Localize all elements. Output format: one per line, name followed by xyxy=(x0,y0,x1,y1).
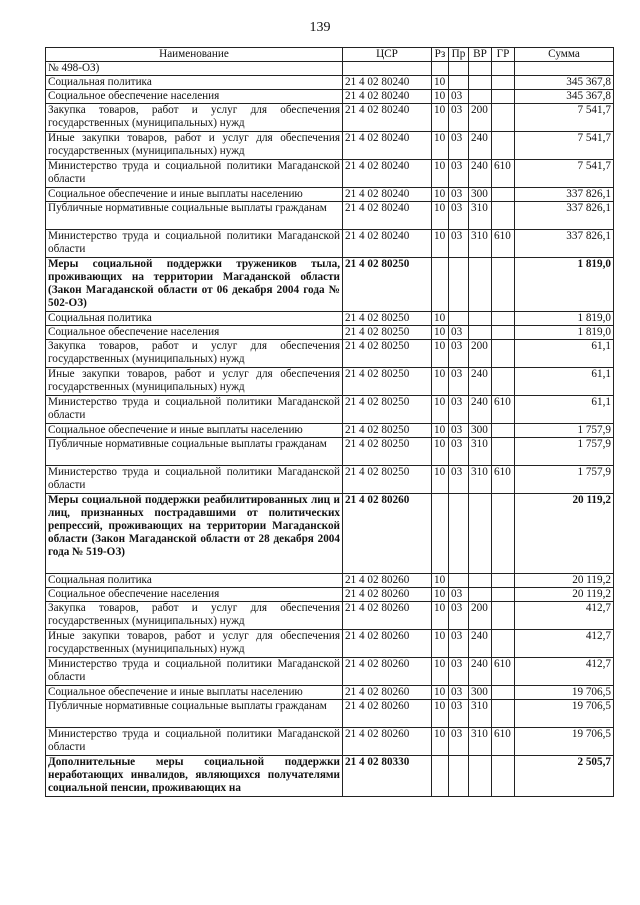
table-row xyxy=(46,438,614,466)
cell-name: Публичные нормативные социальные выплаты гражданам xyxy=(46,700,343,728)
cell-sum: 20 119,2 xyxy=(515,588,614,602)
cell-csr: 21 4 02 80260 xyxy=(343,574,432,588)
cell-csr: 21 4 02 80260 xyxy=(343,728,432,756)
table-row xyxy=(46,658,614,686)
cell-vr xyxy=(469,588,492,602)
table-row xyxy=(46,202,614,230)
cell-gr xyxy=(492,602,515,630)
cell-rz xyxy=(432,62,449,76)
cell-sum: 61,1 xyxy=(515,340,614,368)
table-row xyxy=(46,312,614,326)
header-sum: Сумма xyxy=(515,48,614,62)
table-row xyxy=(46,756,614,797)
cell-csr: 21 4 02 80260 xyxy=(343,700,432,728)
cell-rz: 10 xyxy=(432,728,449,756)
cell-csr: 21 4 02 80260 xyxy=(343,658,432,686)
cell-vr: 240 xyxy=(469,396,492,424)
cell-gr xyxy=(492,326,515,340)
cell-csr: 21 4 02 80250 xyxy=(343,258,432,312)
cell-rz: 10 xyxy=(432,312,449,326)
cell-sum: 345 367,8 xyxy=(515,76,614,90)
cell-csr: 21 4 02 80260 xyxy=(343,602,432,630)
cell-pr: 03 xyxy=(449,132,469,160)
cell-gr xyxy=(492,62,515,76)
cell-pr: 03 xyxy=(449,438,469,466)
cell-pr: 03 xyxy=(449,630,469,658)
cell-pr xyxy=(449,494,469,574)
cell-csr: 21 4 02 80260 xyxy=(343,588,432,602)
table-row xyxy=(46,494,614,574)
cell-sum: 337 826,1 xyxy=(515,230,614,258)
cell-name: Социальное обеспечение и иные выплаты населению xyxy=(46,424,343,438)
cell-pr: 03 xyxy=(449,424,469,438)
page-number: 139 xyxy=(309,20,331,35)
table-row xyxy=(46,588,614,602)
cell-name: Закупка товаров, работ и услуг для обеспечения государственных (муниципальных) нужд xyxy=(46,602,343,630)
cell-rz: 10 xyxy=(432,396,449,424)
cell-sum: 412,7 xyxy=(515,630,614,658)
cell-csr: 21 4 02 80250 xyxy=(343,312,432,326)
cell-vr: 310 xyxy=(469,466,492,494)
cell-csr: 21 4 02 80240 xyxy=(343,188,432,202)
cell-sum: 1 819,0 xyxy=(515,326,614,340)
cell-rz: 10 xyxy=(432,438,449,466)
cell-name: Министерство труда и социальной политики Магаданской области xyxy=(46,466,343,494)
header-pr: Пр xyxy=(449,48,469,62)
cell-vr xyxy=(469,312,492,326)
cell-gr xyxy=(492,424,515,438)
cell-name: Социальное обеспечение и иные выплаты населению xyxy=(46,686,343,700)
table-row xyxy=(46,104,614,132)
cell-sum: 20 119,2 xyxy=(515,494,614,574)
cell-rz xyxy=(432,258,449,312)
cell-sum: 7 541,7 xyxy=(515,104,614,132)
cell-gr: 610 xyxy=(492,466,515,494)
cell-sum: 19 706,5 xyxy=(515,700,614,728)
cell-pr: 03 xyxy=(449,90,469,104)
cell-sum: 1 757,9 xyxy=(515,438,614,466)
cell-csr xyxy=(343,62,432,76)
cell-sum: 412,7 xyxy=(515,658,614,686)
cell-vr: 310 xyxy=(469,230,492,258)
table-row xyxy=(46,340,614,368)
cell-vr: 240 xyxy=(469,132,492,160)
table-row xyxy=(46,630,614,658)
cell-pr xyxy=(449,756,469,797)
cell-name: Меры социальной поддержки реабилитированных лиц и лиц, признанных пострадавшими от политических репрессий, проживающих на территории Магаданской области (Закон Магаданской области от 28 декабря 2004 года № 519-ОЗ) xyxy=(46,494,343,574)
cell-gr xyxy=(492,686,515,700)
cell-rz: 10 xyxy=(432,574,449,588)
cell-vr: 310 xyxy=(469,728,492,756)
table-row xyxy=(46,76,614,90)
cell-csr: 21 4 02 80250 xyxy=(343,396,432,424)
cell-rz: 10 xyxy=(432,76,449,90)
cell-rz: 10 xyxy=(432,700,449,728)
cell-rz: 10 xyxy=(432,588,449,602)
table-row xyxy=(46,90,614,104)
cell-sum: 1 819,0 xyxy=(515,258,614,312)
cell-csr: 21 4 02 80260 xyxy=(343,630,432,658)
cell-sum: 7 541,7 xyxy=(515,160,614,188)
cell-vr: 240 xyxy=(469,160,492,188)
cell-vr: 310 xyxy=(469,700,492,728)
cell-sum: 1 819,0 xyxy=(515,312,614,326)
cell-rz: 10 xyxy=(432,340,449,368)
cell-gr xyxy=(492,438,515,466)
cell-pr: 03 xyxy=(449,466,469,494)
cell-gr xyxy=(492,574,515,588)
table-row xyxy=(46,326,614,340)
cell-gr xyxy=(492,202,515,230)
cell-csr: 21 4 02 80240 xyxy=(343,76,432,90)
table-row xyxy=(46,396,614,424)
cell-gr xyxy=(492,188,515,202)
cell-rz: 10 xyxy=(432,202,449,230)
cell-csr: 21 4 02 80330 xyxy=(343,756,432,797)
cell-name: № 498-ОЗ) xyxy=(46,62,343,76)
cell-pr: 03 xyxy=(449,368,469,396)
cell-vr xyxy=(469,76,492,90)
table-row xyxy=(46,160,614,188)
cell-pr xyxy=(449,258,469,312)
table-row xyxy=(46,574,614,588)
cell-csr: 21 4 02 80250 xyxy=(343,368,432,396)
cell-pr: 03 xyxy=(449,230,469,258)
cell-rz: 10 xyxy=(432,630,449,658)
cell-pr: 03 xyxy=(449,602,469,630)
cell-name: Социальная политика xyxy=(46,574,343,588)
cell-gr xyxy=(492,368,515,396)
cell-name: Социальное обеспечение населения xyxy=(46,90,343,104)
cell-sum xyxy=(515,62,614,76)
cell-vr: 310 xyxy=(469,438,492,466)
cell-sum: 19 706,5 xyxy=(515,686,614,700)
header-rz: Рз xyxy=(432,48,449,62)
cell-name: Социальное обеспечение и иные выплаты населению xyxy=(46,188,343,202)
cell-vr xyxy=(469,258,492,312)
cell-pr: 03 xyxy=(449,104,469,132)
cell-gr xyxy=(492,258,515,312)
table-row xyxy=(46,728,614,756)
cell-csr: 21 4 02 80240 xyxy=(343,160,432,188)
cell-gr xyxy=(492,104,515,132)
cell-csr: 21 4 02 80240 xyxy=(343,202,432,230)
cell-csr: 21 4 02 80260 xyxy=(343,686,432,700)
cell-rz: 10 xyxy=(432,132,449,160)
cell-vr: 300 xyxy=(469,686,492,700)
cell-rz: 10 xyxy=(432,90,449,104)
cell-pr: 03 xyxy=(449,202,469,230)
cell-name: Иные закупки товаров, работ и услуг для обеспечения государственных (муниципальных) нужд xyxy=(46,368,343,396)
cell-rz: 10 xyxy=(432,104,449,132)
cell-vr xyxy=(469,756,492,797)
cell-name: Закупка товаров, работ и услуг для обеспечения государственных (муниципальных) нужд xyxy=(46,340,343,368)
cell-csr: 21 4 02 80240 xyxy=(343,104,432,132)
cell-gr: 610 xyxy=(492,396,515,424)
cell-gr: 610 xyxy=(492,160,515,188)
cell-pr xyxy=(449,574,469,588)
cell-vr xyxy=(469,494,492,574)
cell-name: Министерство труда и социальной политики Магаданской области xyxy=(46,728,343,756)
cell-name: Министерство труда и социальной политики Магаданской области xyxy=(46,396,343,424)
cell-gr xyxy=(492,90,515,104)
cell-sum: 61,1 xyxy=(515,396,614,424)
cell-vr: 240 xyxy=(469,658,492,686)
cell-vr: 240 xyxy=(469,630,492,658)
cell-sum: 61,1 xyxy=(515,368,614,396)
cell-rz: 10 xyxy=(432,160,449,188)
cell-rz xyxy=(432,494,449,574)
table-body xyxy=(46,62,614,797)
cell-rz: 10 xyxy=(432,188,449,202)
cell-gr: 610 xyxy=(492,658,515,686)
cell-vr: 200 xyxy=(469,340,492,368)
cell-vr xyxy=(469,90,492,104)
cell-gr: 610 xyxy=(492,728,515,756)
cell-gr: 610 xyxy=(492,230,515,258)
cell-name: Иные закупки товаров, работ и услуг для обеспечения государственных (муниципальных) нужд xyxy=(46,132,343,160)
cell-name: Министерство труда и социальной политики Магаданской области xyxy=(46,230,343,258)
cell-sum: 337 826,1 xyxy=(515,188,614,202)
cell-gr xyxy=(492,588,515,602)
cell-sum: 7 541,7 xyxy=(515,132,614,160)
cell-rz: 10 xyxy=(432,602,449,630)
cell-name: Публичные нормативные социальные выплаты гражданам xyxy=(46,438,343,466)
cell-gr xyxy=(492,312,515,326)
cell-gr xyxy=(492,76,515,90)
cell-name: Дополнительные меры социальной поддержки неработающих инвалидов, являющихся получателями социальной пенсии, проживающих на xyxy=(46,756,343,797)
cell-name: Закупка товаров, работ и услуг для обеспечения государственных (муниципальных) нужд xyxy=(46,104,343,132)
cell-pr: 03 xyxy=(449,728,469,756)
cell-vr: 300 xyxy=(469,424,492,438)
cell-pr: 03 xyxy=(449,188,469,202)
cell-vr: 240 xyxy=(469,368,492,396)
budget-table xyxy=(45,47,614,797)
cell-name: Меры социальной поддержки тружеников тыла, проживающих на территории Магаданской области (Закон Магаданской области от 06 декабря 2004 года № 502-ОЗ) xyxy=(46,258,343,312)
cell-pr: 03 xyxy=(449,588,469,602)
cell-gr xyxy=(492,700,515,728)
table-row xyxy=(46,686,614,700)
cell-rz: 10 xyxy=(432,686,449,700)
cell-pr: 03 xyxy=(449,658,469,686)
cell-pr: 03 xyxy=(449,340,469,368)
table-row xyxy=(46,132,614,160)
cell-pr: 03 xyxy=(449,700,469,728)
cell-rz: 10 xyxy=(432,466,449,494)
cell-sum: 20 119,2 xyxy=(515,574,614,588)
cell-vr: 300 xyxy=(469,188,492,202)
cell-gr xyxy=(492,756,515,797)
cell-pr: 03 xyxy=(449,396,469,424)
header-vr: ВР xyxy=(469,48,492,62)
table-row xyxy=(46,466,614,494)
cell-csr: 21 4 02 80240 xyxy=(343,132,432,160)
cell-name: Публичные нормативные социальные выплаты гражданам xyxy=(46,202,343,230)
cell-pr xyxy=(449,62,469,76)
cell-name: Иные закупки товаров, работ и услуг для обеспечения государственных (муниципальных) нужд xyxy=(46,630,343,658)
cell-vr xyxy=(469,326,492,340)
cell-vr xyxy=(469,574,492,588)
cell-gr xyxy=(492,132,515,160)
cell-csr: 21 4 02 80250 xyxy=(343,424,432,438)
cell-csr: 21 4 02 80250 xyxy=(343,438,432,466)
cell-pr xyxy=(449,312,469,326)
cell-pr: 03 xyxy=(449,326,469,340)
cell-csr: 21 4 02 80240 xyxy=(343,90,432,104)
cell-name: Министерство труда и социальной политики Магаданской области xyxy=(46,160,343,188)
table-row xyxy=(46,700,614,728)
cell-csr: 21 4 02 80250 xyxy=(343,340,432,368)
cell-csr: 21 4 02 80250 xyxy=(343,326,432,340)
table-row xyxy=(46,368,614,396)
cell-csr: 21 4 02 80250 xyxy=(343,466,432,494)
cell-gr xyxy=(492,340,515,368)
cell-name: Социальное обеспечение населения xyxy=(46,326,343,340)
cell-sum: 1 757,9 xyxy=(515,466,614,494)
cell-gr xyxy=(492,494,515,574)
table-row xyxy=(46,188,614,202)
cell-rz: 10 xyxy=(432,230,449,258)
cell-rz xyxy=(432,756,449,797)
cell-rz: 10 xyxy=(432,368,449,396)
cell-sum: 19 706,5 xyxy=(515,728,614,756)
header-name: Наименование xyxy=(46,48,343,62)
cell-pr: 03 xyxy=(449,160,469,188)
cell-sum: 337 826,1 xyxy=(515,202,614,230)
table-row xyxy=(46,62,614,76)
cell-vr: 200 xyxy=(469,104,492,132)
table-row xyxy=(46,424,614,438)
cell-csr: 21 4 02 80240 xyxy=(343,230,432,258)
cell-name: Социальная политика xyxy=(46,76,343,90)
cell-name: Социальное обеспечение населения xyxy=(46,588,343,602)
cell-sum: 345 367,8 xyxy=(515,90,614,104)
header-gr: ГР xyxy=(492,48,515,62)
cell-rz: 10 xyxy=(432,424,449,438)
cell-vr: 200 xyxy=(469,602,492,630)
cell-gr xyxy=(492,630,515,658)
cell-vr: 310 xyxy=(469,202,492,230)
table-row xyxy=(46,602,614,630)
cell-pr xyxy=(449,76,469,90)
cell-vr xyxy=(469,62,492,76)
cell-pr: 03 xyxy=(449,686,469,700)
cell-name: Министерство труда и социальной политики Магаданской области xyxy=(46,658,343,686)
cell-csr: 21 4 02 80260 xyxy=(343,494,432,574)
cell-sum: 412,7 xyxy=(515,602,614,630)
table-header-row xyxy=(46,48,614,62)
cell-name: Социальная политика xyxy=(46,312,343,326)
cell-rz: 10 xyxy=(432,326,449,340)
cell-sum: 2 505,7 xyxy=(515,756,614,797)
cell-rz: 10 xyxy=(432,658,449,686)
table-row xyxy=(46,258,614,312)
header-csr: ЦСР xyxy=(343,48,432,62)
cell-sum: 1 757,9 xyxy=(515,424,614,438)
table-row xyxy=(46,230,614,258)
